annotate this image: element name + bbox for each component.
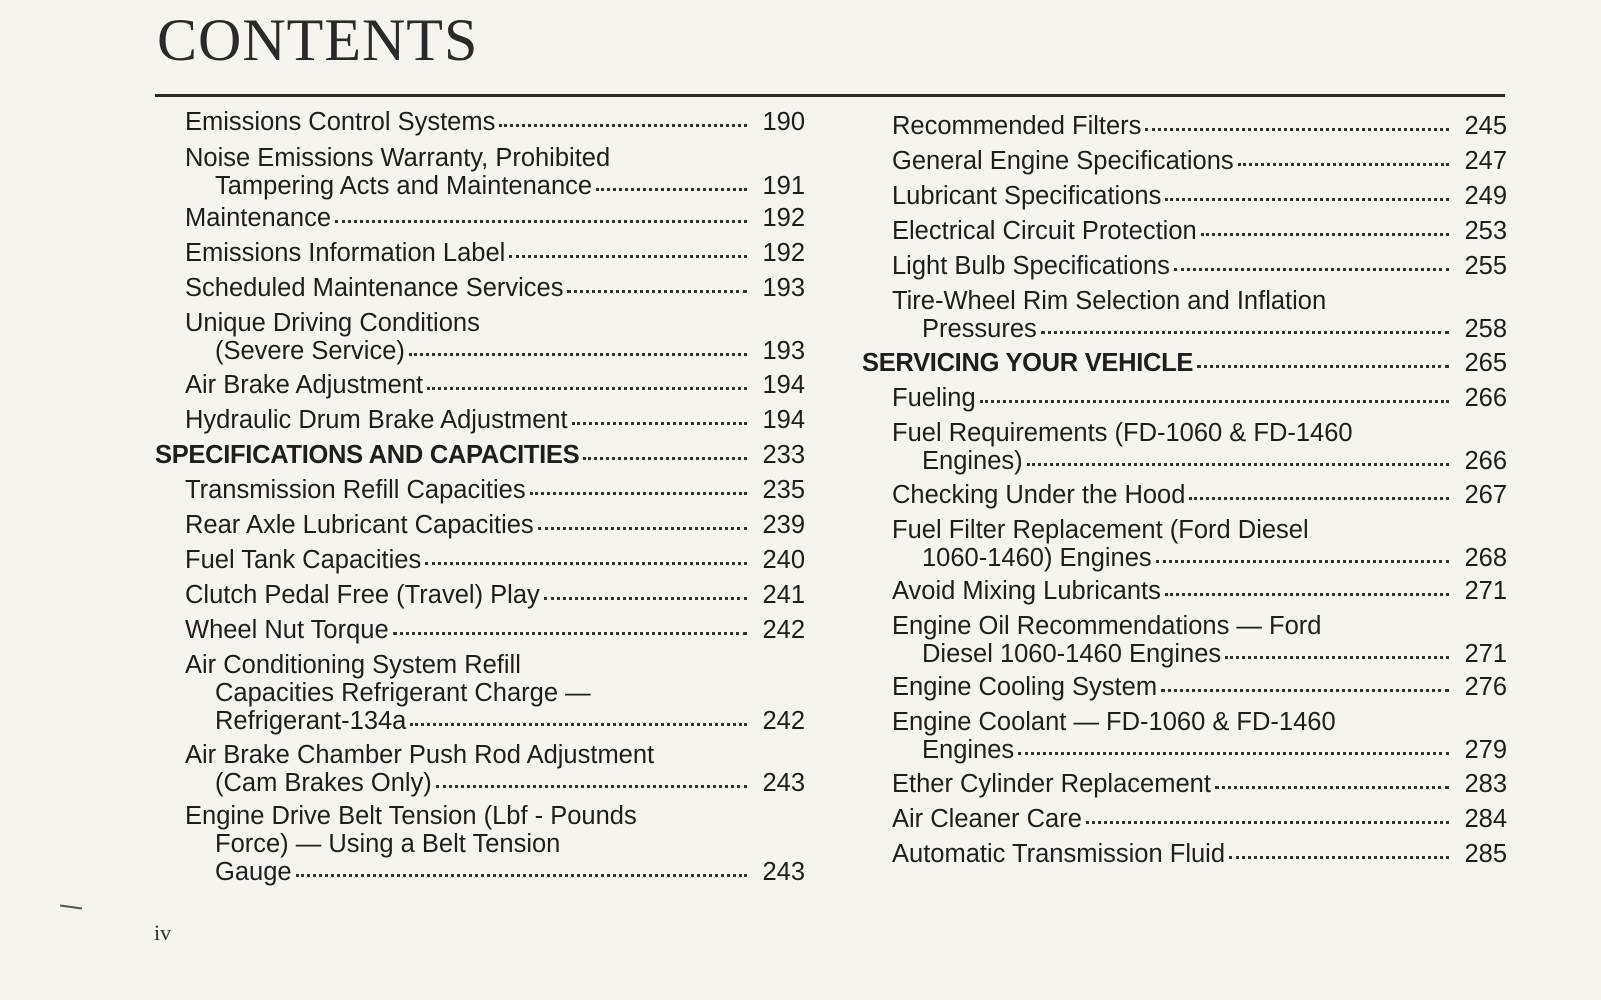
dot-leader — [1156, 560, 1449, 563]
toc-page-number: 266 — [1464, 384, 1507, 412]
toc-page-number: 243 — [762, 858, 805, 886]
toc-entry — [862, 770, 1507, 798]
toc-entry-text: Fueling — [892, 384, 976, 412]
toc-entry-text: General Engine Specifications — [892, 147, 1234, 175]
toc-entry-text: Capacities Refrigerant Charge — — [215, 679, 591, 707]
dot-leader — [1201, 233, 1449, 236]
toc-entry — [862, 217, 1507, 245]
toc-entry-text: Engines — [922, 736, 1015, 764]
toc-entry-text: Tampering Acts and Maintenance — [215, 172, 593, 200]
toc-entry-text: Fuel Requirements (FD-1060 & FD-1460 — [892, 419, 1353, 447]
toc-page-number: 271 — [1464, 640, 1507, 668]
title-rule — [155, 94, 1505, 97]
toc-page-number: 239 — [762, 511, 805, 539]
toc-entry-text: Engine Oil Recommendations — Ford — [892, 612, 1322, 640]
toc-entry — [862, 182, 1507, 210]
toc-entry — [862, 252, 1507, 280]
toc-page-number: 193 — [762, 274, 805, 302]
toc-entry — [862, 673, 1507, 701]
toc-entry-text: Engines) — [922, 447, 1023, 475]
toc-entry — [155, 511, 805, 539]
toc-entry-text: Automatic Transmission Fluid — [892, 840, 1226, 868]
toc-page-number: 284 — [1464, 805, 1507, 833]
toc-entry — [155, 741, 805, 797]
dot-leader — [427, 387, 747, 390]
toc-entry — [155, 371, 805, 399]
dot-leader — [980, 400, 1449, 403]
page-number-label: iv — [154, 920, 172, 945]
toc-page-number: 243 — [762, 769, 805, 797]
toc-entry-text: Refrigerant-134a — [215, 707, 407, 735]
toc-entry-text: Noise Emissions Warranty, Prohibited — [185, 144, 611, 172]
toc-entry — [155, 108, 805, 136]
scan-mark — [60, 904, 82, 909]
toc-entry — [155, 239, 805, 267]
dot-leader — [544, 597, 747, 600]
toc-entry-text: Force) — Using a Belt Tension — [215, 830, 561, 858]
toc-page-number: 233 — [762, 441, 805, 469]
toc-page-number: 194 — [762, 406, 805, 434]
toc-entry-text: Tire-Wheel Rim Selection and Inflation — [892, 287, 1327, 315]
toc-section-heading — [862, 349, 1507, 377]
toc-entry-text: Transmission Refill Capacities — [185, 476, 526, 504]
page-title: CONTENTS — [157, 7, 479, 73]
dot-leader — [530, 492, 747, 495]
dot-leader — [1041, 331, 1449, 334]
toc-entry-text: Wheel Nut Torque — [185, 616, 389, 644]
dot-leader — [409, 353, 747, 356]
toc-entry — [155, 581, 805, 609]
toc-page-number: 253 — [1464, 217, 1507, 245]
dot-leader — [296, 874, 747, 877]
dot-leader — [1086, 821, 1449, 824]
dot-leader — [1229, 856, 1449, 859]
toc-entry-text: Scheduled Maintenance Services — [185, 274, 564, 302]
dot-leader — [1174, 268, 1449, 271]
toc-entry-text: SERVICING YOUR VEHICLE — [862, 349, 1194, 377]
toc-entry — [155, 476, 805, 504]
toc-entry-text: Hydraulic Drum Brake Adjustment — [185, 406, 568, 434]
toc-entry — [155, 144, 805, 200]
dot-leader — [436, 785, 747, 788]
dot-leader — [425, 562, 747, 565]
toc-entry — [862, 708, 1507, 764]
dot-leader — [1225, 656, 1449, 659]
toc-entry-text: 1060-1460) Engines — [922, 544, 1152, 572]
toc-entry-text: SPECIFICATIONS AND CAPACITIES — [155, 441, 580, 469]
toc-page-number: 192 — [762, 204, 805, 232]
toc-entry-text: Emissions Information Label — [185, 239, 506, 267]
toc-page-number: 191 — [762, 172, 805, 200]
dot-leader — [572, 422, 747, 425]
toc-page-number: 192 — [762, 239, 805, 267]
dot-leader — [567, 290, 747, 293]
toc-entry-text: Lubricant Specifications — [892, 182, 1162, 210]
toc-entry-text: Clutch Pedal Free (Travel) Play — [185, 581, 540, 609]
toc-entry — [155, 274, 805, 302]
toc-entry-text: Ether Cylinder Replacement — [892, 770, 1211, 798]
toc-page-number: 190 — [762, 108, 805, 136]
toc-entry-text: Fuel Filter Replacement (Ford Diesel — [892, 516, 1309, 544]
toc-entry — [155, 204, 805, 232]
toc-page-number: 194 — [762, 371, 805, 399]
toc-page-number: 276 — [1464, 673, 1507, 701]
dot-leader — [596, 188, 747, 191]
toc-page-number: 235 — [762, 476, 805, 504]
toc-page-number: 265 — [1464, 349, 1507, 377]
dot-leader — [1145, 128, 1449, 131]
toc-entry-text: Unique Driving Conditions — [185, 309, 480, 337]
toc-entry-text: Emissions Control Systems — [185, 108, 496, 136]
toc-entry-text: Engine Drive Belt Tension (Lbf - Pounds — [185, 802, 637, 830]
toc-entry-text: Engine Coolant — FD-1060 & FD-1460 — [892, 708, 1336, 736]
toc-entry — [862, 384, 1507, 412]
dot-leader — [538, 527, 747, 530]
dot-leader — [1238, 163, 1449, 166]
toc-entry-text: Diesel 1060-1460 Engines — [922, 640, 1222, 668]
toc-page-number: 258 — [1464, 315, 1507, 343]
toc-entry-text: Fuel Tank Capacities — [185, 546, 422, 574]
toc-entry-text: Air Cleaner Care — [892, 805, 1082, 833]
toc-entry-text: Engine Cooling System — [892, 673, 1158, 701]
dot-leader — [583, 457, 747, 460]
toc-entry-text: Air Conditioning System Refill — [185, 651, 521, 679]
toc-entry — [155, 406, 805, 434]
toc-page-number: 242 — [762, 616, 805, 644]
toc-entry — [862, 577, 1507, 605]
toc-section-heading — [155, 441, 805, 469]
dot-leader — [1165, 593, 1449, 596]
toc-entry-text: Checking Under the Hood — [892, 481, 1186, 509]
toc-page-number: 268 — [1464, 544, 1507, 572]
dot-leader — [1215, 786, 1449, 789]
toc-entry — [155, 802, 805, 886]
toc-entry-text: Light Bulb Specifications — [892, 252, 1170, 280]
toc-page-number: 240 — [762, 546, 805, 574]
toc-page-number: 285 — [1464, 840, 1507, 868]
toc-entry-text: Gauge — [215, 858, 292, 886]
toc-entry-text: Air Brake Chamber Push Rod Adjustment — [185, 741, 655, 769]
toc-entry — [862, 419, 1507, 475]
toc-page-number: 241 — [762, 581, 805, 609]
toc-entry-text: Recommended Filters — [892, 112, 1142, 140]
toc-entry-text: Maintenance — [185, 204, 332, 232]
toc-entry — [862, 805, 1507, 833]
toc-entry-text: (Cam Brakes Only) — [215, 769, 432, 797]
toc-page-number: 255 — [1464, 252, 1507, 280]
toc-page-number: 271 — [1464, 577, 1507, 605]
dot-leader — [499, 124, 747, 127]
toc-entry-text: (Severe Service) — [215, 337, 405, 365]
toc-entry-text: Rear Axle Lubricant Capacities — [185, 511, 534, 539]
toc-page-number: 266 — [1464, 447, 1507, 475]
dot-leader — [1027, 463, 1449, 466]
toc-page-number: 193 — [762, 337, 805, 365]
toc-entry — [155, 651, 805, 735]
toc-page-number: 245 — [1464, 112, 1507, 140]
dot-leader — [1161, 689, 1449, 692]
dot-leader — [410, 723, 747, 726]
toc-entry-text: Air Brake Adjustment — [185, 371, 424, 399]
toc-entry — [862, 481, 1507, 509]
dot-leader — [1197, 365, 1449, 368]
toc-entry — [862, 147, 1507, 175]
toc-page-number: 283 — [1464, 770, 1507, 798]
dot-leader — [1165, 198, 1449, 201]
dot-leader — [509, 255, 747, 258]
toc-entry — [862, 112, 1507, 140]
toc-entry-text: Avoid Mixing Lubricants — [892, 577, 1161, 605]
toc-page-number: 247 — [1464, 147, 1507, 175]
toc-entry — [862, 612, 1507, 668]
dot-leader — [1189, 497, 1449, 500]
dot-leader — [1018, 752, 1449, 755]
toc-page-number: 249 — [1464, 182, 1507, 210]
toc-page-number: 267 — [1464, 481, 1507, 509]
toc-entry-text: Pressures — [922, 315, 1037, 343]
dot-leader — [335, 220, 747, 223]
toc-page-number: 242 — [762, 707, 805, 735]
toc-entry — [155, 546, 805, 574]
toc-entry — [862, 287, 1507, 343]
toc-entry-text: Electrical Circuit Protection — [892, 217, 1197, 245]
toc-entry — [862, 516, 1507, 572]
toc-entry — [155, 309, 805, 365]
toc-entry — [862, 840, 1507, 868]
dot-leader — [393, 632, 747, 635]
toc-entry — [155, 616, 805, 644]
toc-page-number: 279 — [1464, 736, 1507, 764]
